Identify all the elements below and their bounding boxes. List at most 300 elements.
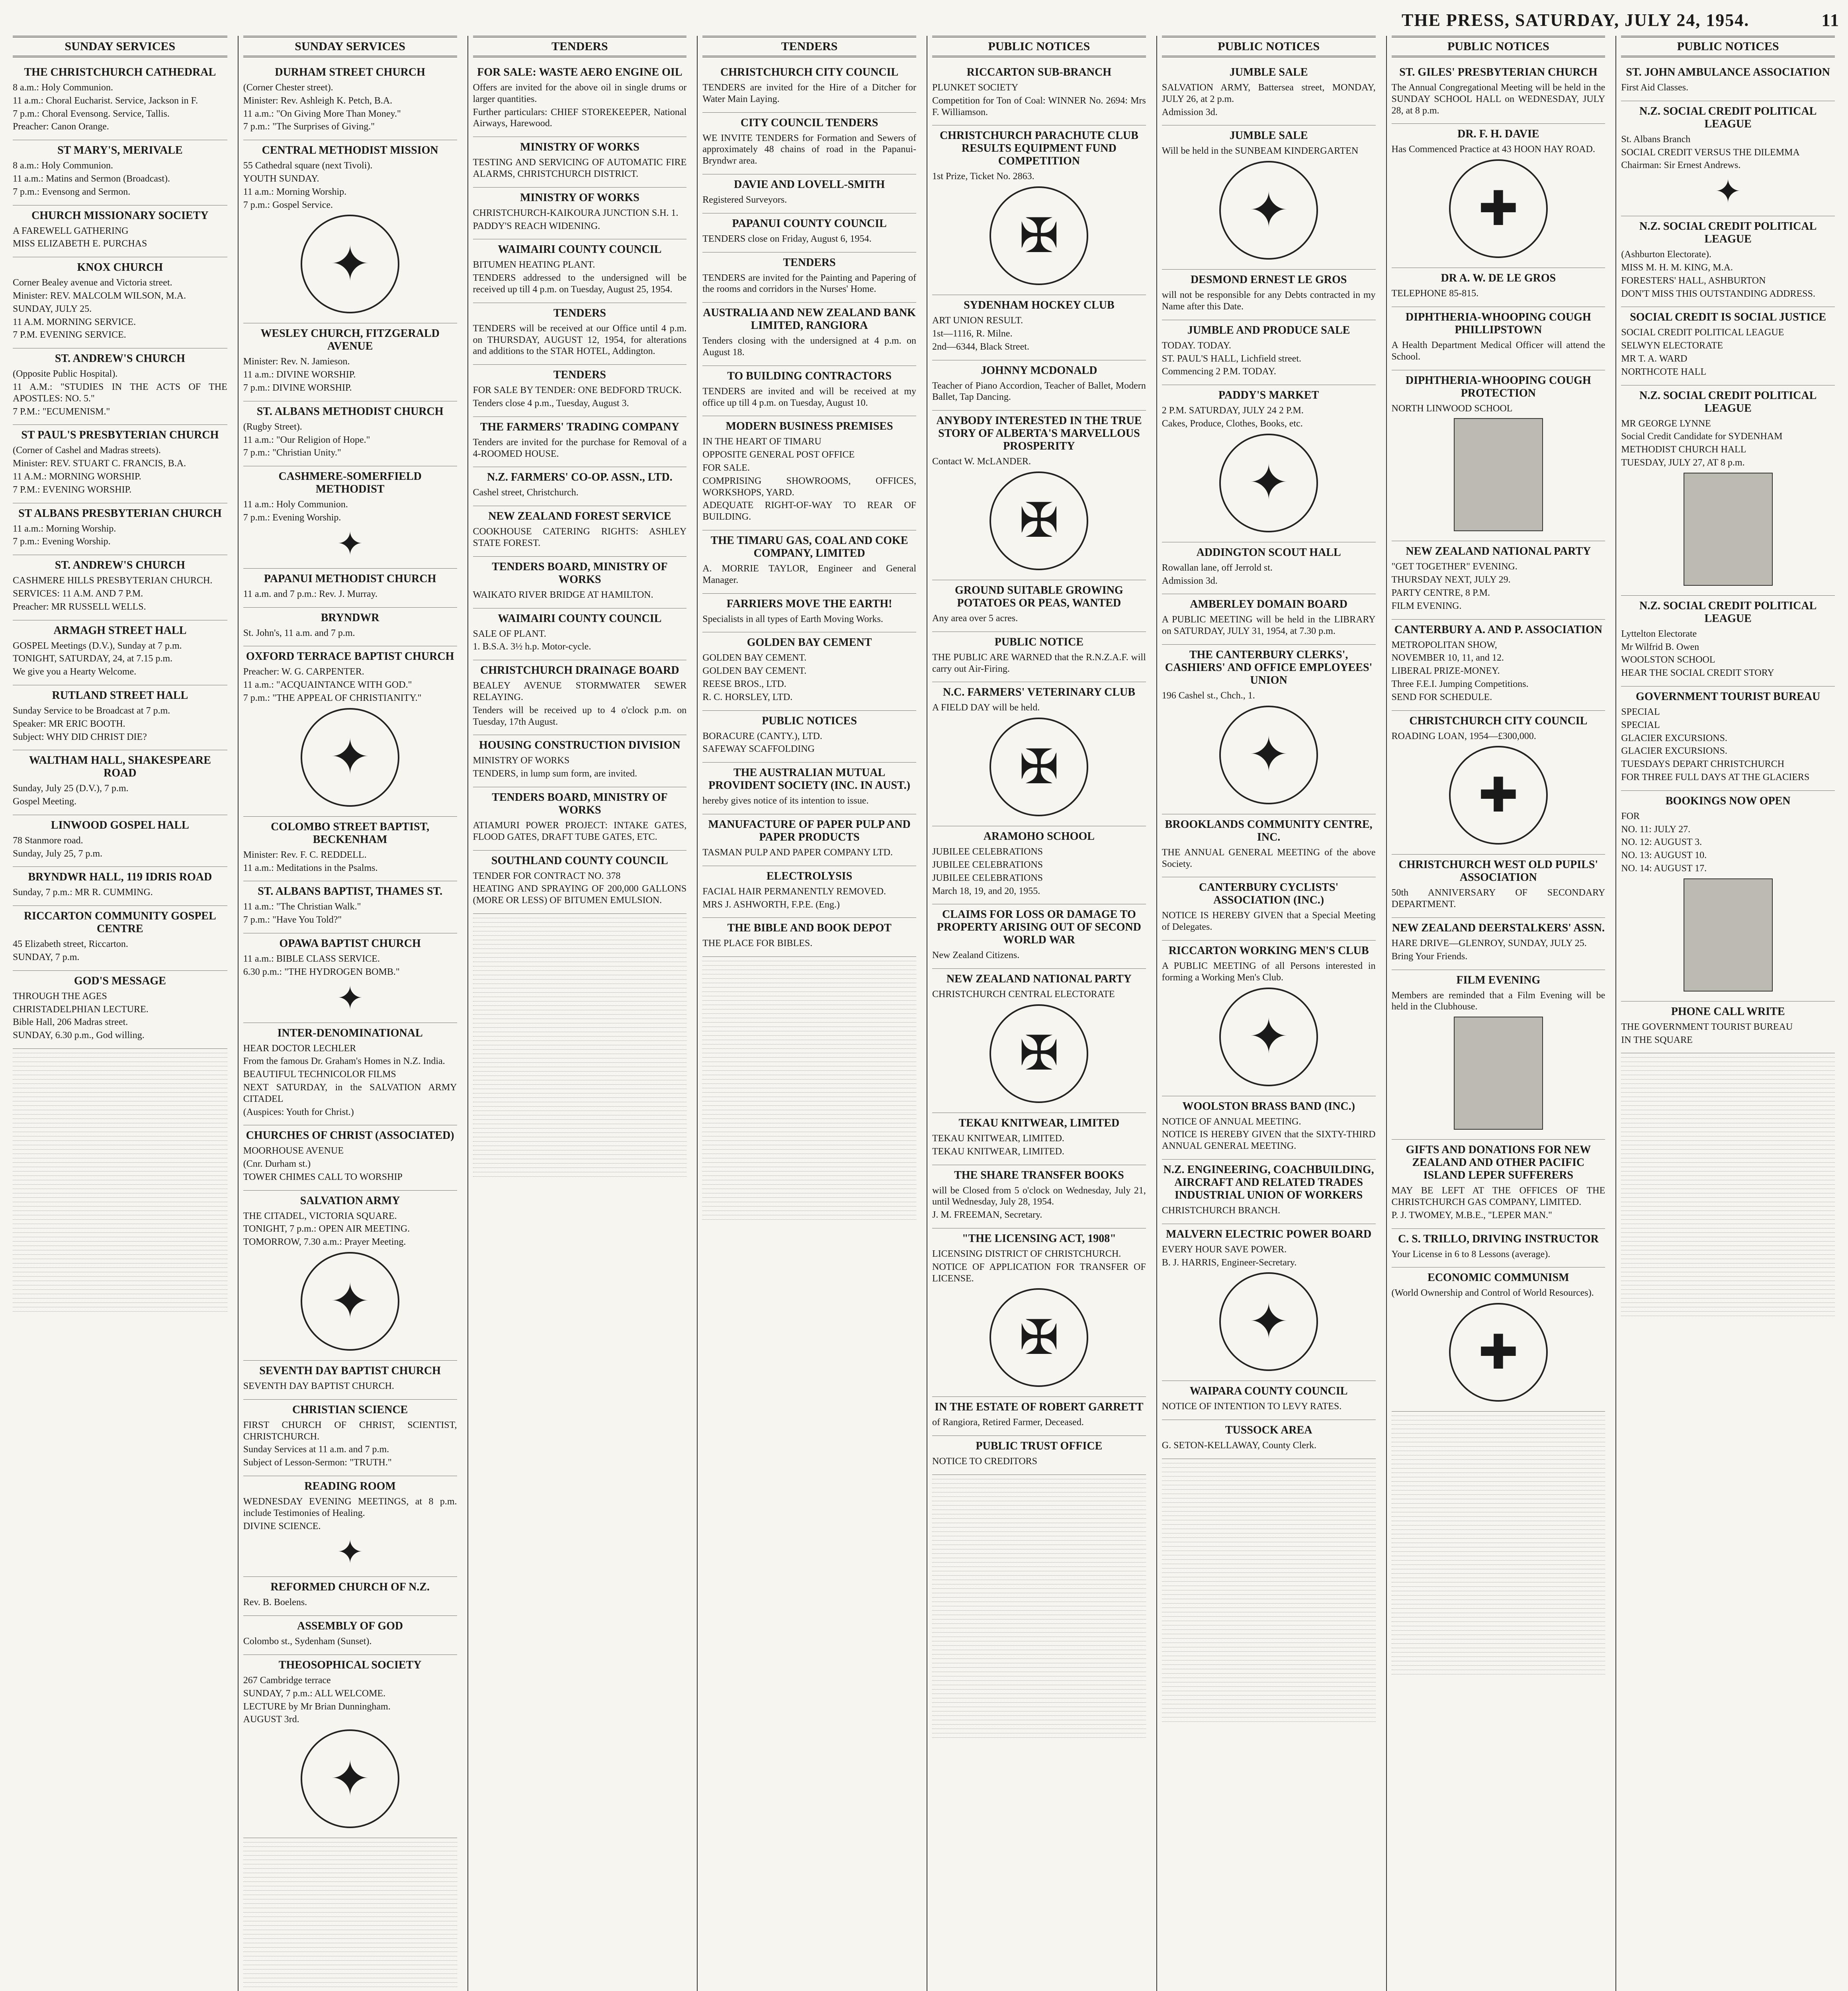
notice-line: Your License in 6 to 8 Lessons (average).: [1391, 1249, 1551, 1260]
notice-line: Colombo st., Sydenham (Sunset).: [243, 1636, 372, 1647]
text-filler: [1392, 1473, 1606, 1477]
notice-line: NORTH LINWOOD SCHOOL: [1391, 403, 1513, 414]
notice: [1621, 101, 1835, 216]
text-filler: [473, 1146, 687, 1150]
text-filler: [1621, 1207, 1835, 1211]
notice-title: RICCARTON WORKING MEN'S CLUB: [1168, 944, 1369, 957]
text-filler: [932, 1510, 1146, 1514]
text-filler: [1162, 1700, 1376, 1704]
notice: [1162, 125, 1376, 270]
notice-title: GOLDEN BAY CEMENT: [747, 636, 872, 649]
text-filler: [932, 1655, 1146, 1659]
notice-line: (Cnr. Durham st.): [243, 1159, 311, 1170]
notice: [702, 866, 916, 918]
notice: [243, 933, 457, 1023]
text-filler: [932, 1593, 1146, 1598]
notice-line: TENDERS are invited and will be received at my office up till 4 p.m. on Tuesday, August 10.: [702, 386, 916, 408]
text-filler: [1621, 1299, 1835, 1303]
text-filler: [702, 1009, 916, 1014]
text-filler: [1621, 1145, 1835, 1150]
text-filler: [1162, 1468, 1376, 1472]
text-filler: [932, 1659, 1146, 1663]
text-filler: [473, 1133, 687, 1137]
text-filler: [932, 1633, 1146, 1637]
notice-title: CENTRAL METHODIST MISSION: [262, 144, 438, 157]
notice-line: YOUTH SUNDAY.: [243, 173, 319, 184]
notice-title: CHRISTCHURCH CITY COUNCIL: [720, 66, 899, 78]
notice-line: NOTICE OF INTENTION TO LEVY RATES.: [1162, 1401, 1342, 1412]
notice-title: TUSSOCK AREA: [1225, 1424, 1312, 1437]
text-filler: [473, 971, 687, 975]
notice-title: MINISTRY OF WORKS: [520, 191, 639, 204]
notice: [932, 1165, 1146, 1228]
column-5: [927, 36, 1151, 1991]
notice-title: PUBLIC TRUST OFFICE: [976, 1440, 1103, 1453]
text-filler: [1621, 1180, 1835, 1185]
text-filler: [702, 1202, 916, 1207]
notice-line: TONIGHT, 7 p.m.: OPEN AIR MEETING.: [243, 1224, 410, 1234]
notice-title: PAPANUI METHODIST CHURCH: [264, 572, 436, 585]
notice: [13, 257, 227, 348]
notice-line: NO. 12: AUGUST 3.: [1621, 837, 1702, 848]
text-filler: [1162, 1639, 1376, 1643]
text-filler: [13, 1268, 227, 1272]
notice: [13, 62, 227, 140]
text-filler: [1621, 1062, 1835, 1066]
notice-title: CHRISTCHURCH CITY COUNCIL: [1409, 714, 1588, 727]
notice: [243, 401, 457, 466]
text-filler: [932, 1598, 1146, 1602]
text-filler: [473, 1085, 687, 1089]
notice-line: 196 Cashel st., Chch., 1.: [1162, 690, 1255, 701]
text-filler: [1162, 1617, 1376, 1621]
text-filler: [243, 1917, 457, 1921]
ornament-icon: ✦: [336, 1535, 364, 1571]
text-filler: [1621, 1172, 1835, 1176]
notice-title: CHURCHES OF CHRIST (ASSOCIATED): [246, 1129, 454, 1142]
text-filler: [473, 1037, 687, 1041]
notice-line: will be Closed from 5 o'clock on Wednesday, July 21, until Wednesday, July 28, 1954.: [932, 1185, 1146, 1207]
notice-line: Minister: REV. STUART C. FRANCIS, B.A.: [13, 458, 186, 469]
notice-title: JUMBLE AND PRODUCE SALE: [1187, 324, 1350, 336]
text-filler: [932, 1580, 1146, 1584]
notice-line: NEXT SATURDAY, in the SALVATION ARMY CITADEL: [243, 1082, 457, 1104]
notice-line: Commencing 2 P.M. TODAY.: [1162, 366, 1276, 377]
notice-line: LICENSING DISTRICT OF CHRISTCHURCH.: [932, 1248, 1121, 1259]
notice-line: BEAUTIFUL TECHNICOLOR FILMS: [243, 1069, 396, 1080]
notice: [13, 685, 227, 750]
notice-line: JUBILEE CELEBRATIONS: [932, 847, 1043, 857]
text-filler: [1392, 1578, 1606, 1582]
notice-title: COLOMBO STREET BAPTIST, BECKENHAM: [271, 820, 430, 846]
text-filler: [473, 958, 687, 962]
notice-title: PAPANUI COUNTY COUNCIL: [732, 217, 887, 230]
text-filler: [13, 1250, 227, 1255]
notice-title: GOD'S MESSAGE: [74, 974, 166, 987]
text-filler: [702, 1062, 916, 1066]
text-filler: [13, 1066, 227, 1071]
column-header: PUBLIC NOTICES: [1392, 36, 1606, 57]
text-filler: [1621, 1123, 1835, 1128]
text-filler: [13, 1062, 227, 1066]
notice-title: ANYBODY INTERESTED IN THE TRUE STORY OF ALBERTA'S MARVELLOUS PROSPERITY: [936, 415, 1142, 453]
notice-line: 11 a.m.: "ACQUAINTANCE WITH GOD.": [243, 680, 412, 690]
text-filler: [13, 1150, 227, 1154]
notice-title: RICCARTON COMMUNITY GOSPEL CENTRE: [23, 910, 216, 935]
notice-line: Subject: WHY DID CHRIST DIE?: [13, 731, 147, 742]
notice-line: 11 a.m.: Meditations in the Psalms.: [243, 863, 378, 873]
text-filler: [702, 1110, 916, 1115]
text-filler: [243, 1965, 457, 1969]
text-filler: [13, 1202, 227, 1207]
notice-line: 7 p.m.: "THE APPEAL OF CHRISTIANITY.": [243, 692, 422, 703]
emblem-icon: ✦: [1219, 988, 1318, 1086]
text-filler: [243, 1891, 457, 1895]
notice-title: NEW ZEALAND FOREST SERVICE: [488, 510, 671, 523]
text-filler: [1621, 1106, 1835, 1110]
notice: [1392, 970, 1606, 1140]
notice-title: THE BIBLE AND BOOK DEPOT: [727, 922, 892, 935]
notice-line: 11 a.m.: "On Giving More Than Money.": [243, 108, 401, 119]
notice-line: MINISTRY OF WORKS: [473, 755, 570, 766]
notice-title: ASSEMBLY OF GOD: [297, 1620, 403, 1633]
emblem-icon: ✦: [1219, 706, 1318, 804]
text-filler: [932, 1567, 1146, 1571]
notice-title: WESLEY CHURCH, FITZGERALD AVENUE: [260, 327, 440, 353]
notice: [473, 608, 687, 661]
text-filler: [1621, 1259, 1835, 1263]
notice-line: BEALEY AVENUE STORMWATER SEWER RELAYING.: [473, 681, 687, 702]
notice-title: ST. ANDREW'S CHURCH: [55, 559, 185, 572]
text-filler: [1162, 1634, 1376, 1639]
text-filler: [473, 1115, 687, 1120]
notice-line: 11 a.m.: Morning Worship.: [243, 186, 347, 197]
text-filler: [1621, 1224, 1835, 1228]
notice-title: TO BUILDING CONTRACTORS: [727, 370, 892, 382]
text-filler: [1621, 1228, 1835, 1233]
notice-line: Rowallan lane, off Jerrold st.: [1162, 562, 1273, 573]
text-filler: [1392, 1442, 1606, 1447]
notice-line: Speaker: MR ERIC BOOTH.: [13, 718, 125, 729]
notice-line: AUGUST 3rd.: [243, 1714, 299, 1725]
notice-line: "GET TOGETHER" EVENING.: [1391, 561, 1518, 572]
text-filler: [702, 992, 916, 996]
notice: [1621, 686, 1835, 791]
emblem-icon: ✚: [1449, 1303, 1548, 1402]
text-filler: [702, 1005, 916, 1009]
emblem-icon: ✠: [990, 186, 1088, 285]
notice: [702, 303, 916, 366]
notice: [1162, 877, 1376, 941]
notice-line: Admission 3d.: [1162, 107, 1218, 117]
text-filler: [702, 1132, 916, 1136]
text-filler: [932, 1492, 1146, 1497]
notice: [13, 503, 227, 555]
notice-title: FILM EVENING: [1456, 974, 1541, 986]
text-filler: [932, 1685, 1146, 1690]
notice-title: ELECTROLYSIS: [766, 870, 853, 882]
notice: [243, 466, 457, 569]
text-filler: [702, 1097, 916, 1101]
text-filler: [1621, 1088, 1835, 1093]
text-filler: [702, 996, 916, 1001]
text-filler: [243, 1873, 457, 1878]
notice: [1162, 1096, 1376, 1160]
notice-line: (Auspices: Youth for Christ.): [243, 1107, 354, 1117]
text-filler: [243, 1878, 457, 1882]
text-filler: [702, 1023, 916, 1027]
notice-line: G. SETON-KELLAWAY, County Clerk.: [1162, 1440, 1317, 1451]
text-filler: [13, 1128, 227, 1132]
column-header: SUNDAY SERVICES: [13, 36, 227, 57]
column-8: [1615, 36, 1840, 1991]
text-filler: [1392, 1517, 1606, 1521]
notice-line: TOWER CHIMES CALL TO WORSHIP: [243, 1172, 403, 1182]
text-filler: [13, 1176, 227, 1180]
text-filler: [473, 1041, 687, 1045]
text-filler: [1621, 1128, 1835, 1132]
notice-line: REESE BROS., LTD.: [702, 679, 786, 689]
notice-line: 2 P.M. SATURDAY, JULY 24 2 P.M.: [1162, 405, 1304, 416]
notice-line: TASMAN PULP AND PAPER COMPANY LTD.: [702, 847, 893, 858]
notice-line: 7 p.m.: "Christian Unity.": [243, 448, 341, 458]
portrait-photo: [1684, 473, 1773, 586]
text-filler: [1621, 1189, 1835, 1193]
notice-line: 7 p.m.: Gospel Service.: [243, 199, 333, 210]
text-filler: [702, 1198, 916, 1202]
notice: [243, 1616, 457, 1655]
notice-line: FOR THREE FULL DAYS AT THE GLACIERS: [1621, 772, 1810, 782]
notice-line: 8 a.m.: Holy Communion.: [13, 82, 113, 93]
text-filler: [13, 1224, 227, 1228]
notice-line: 11 a.m.: DIVINE WORSHIP.: [243, 370, 356, 380]
notice-line: HARE DRIVE—GLENROY, SUNDAY, JULY 25.: [1391, 938, 1587, 949]
notice-line: P. J. TWOMEY, M.B.E., "LEPER MAN.": [1391, 1210, 1552, 1220]
text-filler: [1162, 1490, 1376, 1494]
text-filler: [702, 1014, 916, 1018]
notice-line: THE PLACE FOR BIBLES.: [702, 938, 813, 949]
page-number: 11: [1821, 10, 1840, 30]
notice-line: TELEPHONE 85-815.: [1391, 288, 1479, 299]
text-filler: [243, 1860, 457, 1864]
emblem-icon: ✦: [301, 1729, 399, 1828]
text-filler: [13, 1088, 227, 1093]
text-filler: [702, 1027, 916, 1031]
column-6: [1156, 36, 1381, 1991]
column-2: [238, 36, 462, 1991]
notice-line: SELWYN ELECTORATE: [1621, 340, 1723, 351]
text-filler: [1162, 1481, 1376, 1485]
notice-line: TOMORROW, 7.30 a.m.: Prayer Meeting.: [243, 1237, 406, 1248]
text-filler: [932, 1694, 1146, 1698]
notice: [243, 1023, 457, 1126]
text-filler: [932, 1672, 1146, 1676]
text-filler: [702, 1101, 916, 1106]
text-filler: [702, 1058, 916, 1062]
text-filler: [13, 1115, 227, 1119]
text-filler: [473, 1093, 687, 1098]
notice-title: THE CANTERBURY CLERKS', CASHIERS' AND OFFICE EMPLOYEES' UNION: [1165, 648, 1373, 686]
notice-line: FILM EVENING.: [1391, 600, 1462, 611]
text-filler: [1162, 1717, 1376, 1722]
column-3: [467, 36, 692, 1991]
notice: [473, 303, 687, 365]
text-filler: [702, 1176, 916, 1180]
text-filler: [1621, 1312, 1835, 1316]
notice-title: THE FARMERS' TRADING COMPANY: [480, 420, 679, 433]
text-filler: [1392, 1600, 1606, 1604]
text-filler: [1621, 1101, 1835, 1106]
text-filler: [473, 1155, 687, 1159]
text-filler: [1392, 1613, 1606, 1617]
notice-title: NEW ZEALAND DEERSTALKERS' ASSN.: [1392, 921, 1605, 934]
notice-title: DAVIE AND LOVELL-SMITH: [734, 178, 885, 191]
notice-line: Any area over 5 acres.: [932, 613, 1018, 624]
notice: [702, 113, 916, 174]
notice-line: Sunday, July 25, 7 p.m.: [13, 848, 103, 859]
notice: [1392, 855, 1606, 918]
notice-line: (Corner of Cashel and Madras streets).: [13, 445, 161, 456]
notice-title: ST. ANDREW'S CHURCH: [55, 352, 185, 365]
text-filler: [702, 1211, 916, 1215]
text-filler: [1162, 1643, 1376, 1647]
notice-line: 7 p.m.: Evening Worship.: [243, 512, 341, 523]
text-filler: [1162, 1498, 1376, 1503]
text-filler: [13, 1180, 227, 1185]
text-filler: [473, 918, 687, 923]
text-filler: [13, 1285, 227, 1290]
text-filler: [1162, 1669, 1376, 1674]
text-filler: [702, 1071, 916, 1075]
notice: [702, 530, 916, 594]
notice-line: 50th ANNIVERSARY OF SECONDARY DEPARTMENT.: [1391, 888, 1606, 910]
notice: [702, 416, 916, 530]
notice-title: ST. JOHN AMBULANCE ASSOCIATION: [1626, 66, 1830, 78]
notice-line: TODAY. TODAY.: [1162, 340, 1231, 351]
text-filler: [13, 1272, 227, 1277]
text-filler: [1162, 1682, 1376, 1687]
column-header: PUBLIC NOTICES: [1162, 36, 1376, 57]
text-filler: [1392, 1591, 1606, 1596]
notice-line: Teacher of Piano Accordion, Teacher of Ballet, Modern Ballet, Tap Dancing.: [932, 380, 1146, 403]
notice-title: C. S. TRILLO, DRIVING INSTRUCTOR: [1398, 1232, 1599, 1245]
text-filler: [1621, 1084, 1835, 1088]
text-filler: [1162, 1512, 1376, 1516]
notice-line: 1st Prize, Ticket No. 2863.: [932, 171, 1034, 182]
text-filler: [1162, 1507, 1376, 1512]
text-filler: [1392, 1622, 1606, 1626]
text-filler: [932, 1711, 1146, 1716]
notice: [1392, 918, 1606, 970]
notice-title: MINISTRY OF WORKS: [520, 141, 639, 154]
notice-title: THE TIMARU GAS, COAL AND COKE COMPANY, LIMITED: [710, 534, 908, 559]
text-filler: [932, 1611, 1146, 1615]
notice-title: OPAWA BAPTIST CHURCH: [279, 937, 421, 950]
text-filler: [1392, 1512, 1606, 1517]
notice: [473, 735, 687, 787]
notice-line: TONIGHT, SATURDAY, 24, at 7.15 p.m.: [13, 653, 173, 664]
notice: [1392, 1267, 1606, 1412]
text-filler: [1392, 1508, 1606, 1512]
notice-title: WALTHAM HALL, SHAKESPEARE ROAD: [29, 754, 211, 780]
notice-title: FOR SALE: WASTE AERO ENGINE OIL: [477, 66, 682, 78]
notice-line: Gospel Meeting.: [13, 796, 76, 807]
text-filler: [13, 1106, 227, 1110]
text-filler: [243, 1943, 457, 1948]
notice-line: B. J. HARRIS, Engineer-Secretary.: [1162, 1257, 1297, 1268]
notice-line: 11 a.m.: BIBLE CLASS SERVICE.: [243, 953, 380, 964]
text-filler: [1162, 1582, 1376, 1586]
text-filler: [1162, 1533, 1376, 1538]
notice-title: SOUTHLAND COUNTY COUNCIL: [491, 854, 668, 867]
text-filler: [243, 1948, 457, 1952]
text-filler: [1621, 1115, 1835, 1119]
text-filler: [13, 1132, 227, 1136]
text-filler: [13, 1058, 227, 1062]
notice: [13, 555, 227, 620]
text-filler: [702, 1001, 916, 1005]
emblem-icon: ✚: [1449, 159, 1548, 258]
text-filler: [1621, 1110, 1835, 1115]
notice-line: HEAR DOCTOR LECHLER: [243, 1043, 356, 1054]
text-filler: [1621, 1242, 1835, 1246]
text-filler: [13, 1053, 227, 1058]
text-filler: [702, 1115, 916, 1119]
text-filler: [473, 980, 687, 984]
text-filler: [1162, 1709, 1376, 1713]
text-filler: [1621, 1154, 1835, 1158]
text-filler: [13, 1123, 227, 1128]
notice: [932, 1228, 1146, 1397]
text-filler: [1621, 1058, 1835, 1062]
notice-title: THE AUSTRALIAN MUTUAL PROVIDENT SOCIETY (INC. IN AUST.): [708, 767, 910, 792]
notice-line: 2nd—6344, Black Street.: [932, 341, 1029, 352]
notice-line: March 18, 19, and 20, 1955.: [932, 886, 1040, 896]
notice-line: Corner Bealey avenue and Victoria street.: [13, 278, 172, 288]
text-filler: [1621, 1220, 1835, 1224]
text-filler: [702, 1031, 916, 1036]
text-filler: [1162, 1660, 1376, 1665]
notice: [1162, 62, 1376, 125]
notice: [702, 632, 916, 710]
notice-line: Bible Hall, 206 Madras street.: [13, 1017, 128, 1028]
notice-line: A PUBLIC MEETING of all Persons interested in forming a Working Men's Club.: [1162, 960, 1376, 983]
text-filler: [932, 1475, 1146, 1479]
text-filler: [1162, 1463, 1376, 1468]
text-filler: [1621, 1307, 1835, 1312]
text-filler: [1392, 1412, 1606, 1416]
notice-line: of Rangiora, Retired Farmer, Deceased.: [932, 1417, 1084, 1428]
text-filler: [1162, 1459, 1376, 1463]
notice-line: Minister: Rev. Ashleigh K. Petch, B.A.: [243, 95, 393, 106]
text-filler: [1392, 1635, 1606, 1639]
text-filler: [1392, 1609, 1606, 1613]
notice-title: READING ROOM: [304, 1480, 396, 1493]
text-filler: [1392, 1438, 1606, 1442]
text-filler: [1621, 1303, 1835, 1307]
notice-line: SPECIAL: [1621, 706, 1660, 717]
notice: [1162, 320, 1376, 385]
notice: [473, 557, 687, 608]
text-filler: [243, 1851, 457, 1856]
notice-line: EVERY HOUR SAVE POWER.: [1162, 1244, 1287, 1255]
notice: [473, 467, 687, 506]
notice-title: ECONOMIC COMMUNISM: [1428, 1271, 1569, 1284]
text-filler: [1621, 1193, 1835, 1198]
notice-line: 7 P.M.: "ECUMENISM.": [13, 406, 110, 417]
notice-line: First Aid Classes.: [1621, 82, 1688, 93]
text-filler: [473, 1076, 687, 1080]
